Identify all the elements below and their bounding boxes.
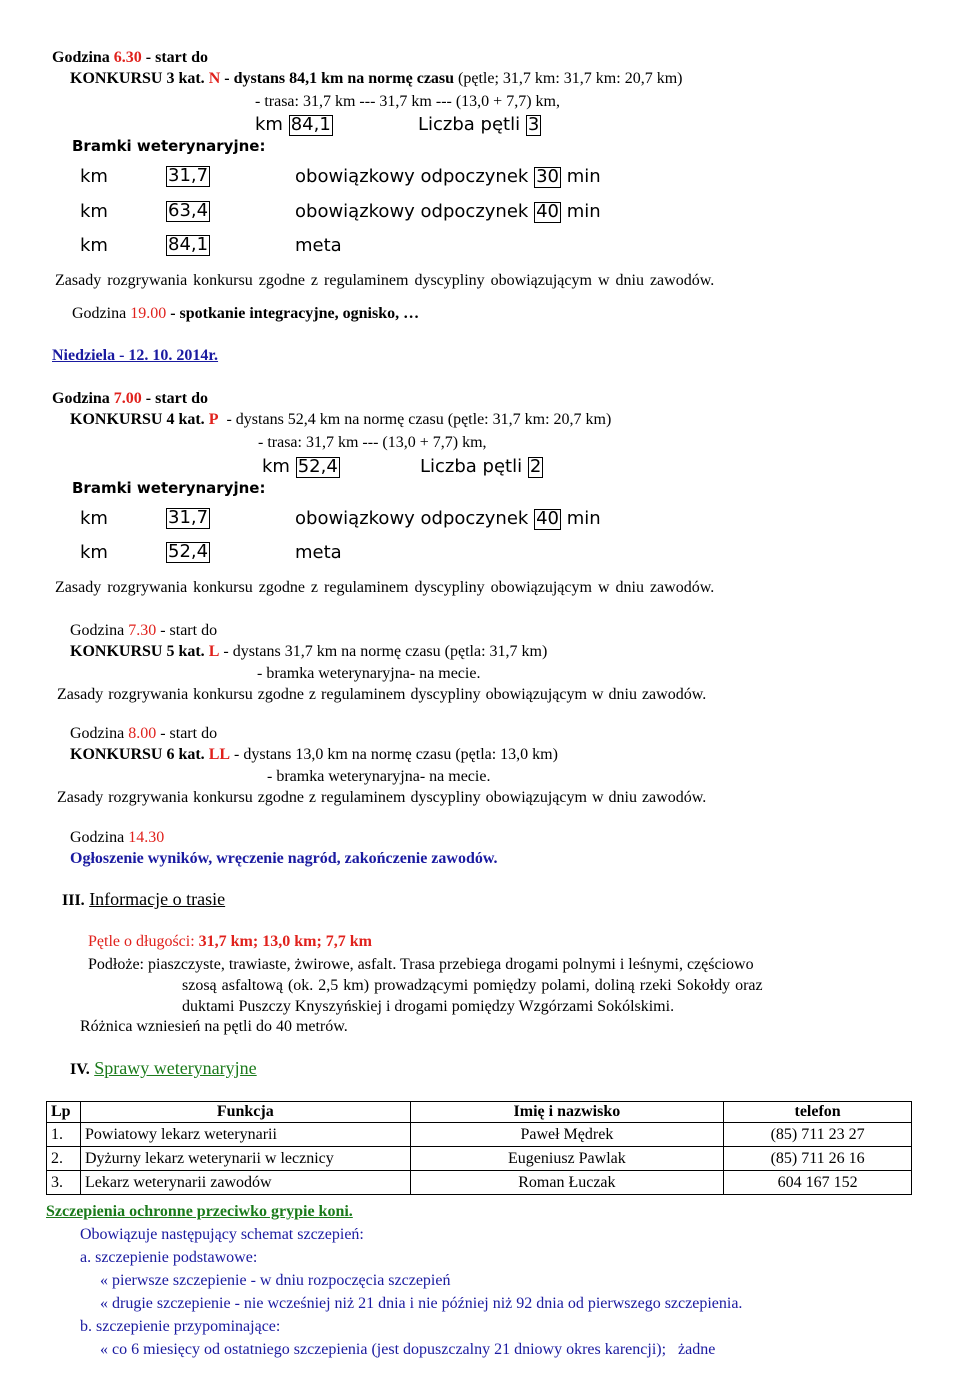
k4-time-line: Godzina 7.00 - start do bbox=[52, 390, 209, 407]
k6-konkurs-line: KONKURSU 6 kat. LL - dystans 13,0 km na normę czasu (pętla: 13,0 km) bbox=[70, 746, 558, 763]
k3-loop-count: Liczba pętli 3 bbox=[418, 114, 540, 135]
vaccination-a2: « drugie szczepienie - nie wcześniej niż 21 dnia i nie później niż 92 dnia od pierwszego szczepienia. bbox=[100, 1295, 743, 1312]
k5-zasady: Zasady rozgrywania konkursu zgodne z regulaminem dyscypliny obowiązującym w dniu zawodów. bbox=[57, 686, 707, 703]
k6-time-line: Godzina 8.00 - start do bbox=[70, 725, 218, 742]
vaccination-heading: Szczepienia ochronne przeciwko grypie koni. bbox=[46, 1203, 353, 1220]
sec3-roznica: Różnica wzniesień na pętli do 40 metrów. bbox=[80, 1018, 348, 1035]
k3-bramki-heading: Bramki weterynaryjne: bbox=[72, 137, 266, 155]
vaccination-intro: Obowiązuje następujący schemat szczepień: bbox=[80, 1226, 364, 1243]
k4-loop-count: Liczba pętli 2 bbox=[420, 456, 542, 477]
k4-trasa-line: - trasa: 31,7 km --- (13,0 + 7,7) km, bbox=[258, 434, 487, 451]
k3-trasa-line: - trasa: 31,7 km --- 31,7 km --- (13,0 + 7,7) km, bbox=[255, 93, 560, 110]
k4-zasady: Zasady rozgrywania konkursu zgodne z regulaminem dyscypliny obowiązującym w dniu zawodów. bbox=[55, 579, 715, 596]
vaccination-b1: « co 6 miesięcy od ostatniego szczepienia (jest dopuszczalny 21 dniowy okres karencji); żadne bbox=[100, 1341, 716, 1358]
k3-km-total: km 84,1 bbox=[255, 114, 331, 135]
k6-zasady: Zasady rozgrywania konkursu zgodne z regulaminem dyscypliny obowiązującym w dniu zawodów. bbox=[57, 789, 707, 806]
table-row: 1. Powiatowy lekarz weterynarii Paweł Mędrek (85) 711 23 27 bbox=[47, 1123, 912, 1147]
table-header-row: Lp Funkcja Imię i nazwisko telefon bbox=[47, 1102, 912, 1123]
vaccination-b: b. szczepienie przypominające: bbox=[80, 1318, 281, 1335]
k5-konkurs-line: KONKURSU 5 kat. L - dystans 31,7 km na normę czasu (pętla: 31,7 km) bbox=[70, 643, 548, 660]
k3-konkurs-line: KONKURSU 3 kat. N - dystans 84,1 km na normę czasu (pętle; 31,7 km: 31,7 km: 20,7 km) bbox=[70, 70, 683, 87]
k4-km-total: km 52,4 bbox=[262, 456, 338, 477]
final-announcement: Ogłoszenie wyników, wręczenie nagród, zakończenie zawodów. bbox=[70, 850, 498, 867]
table-row: 2. Dyżurny lekarz weterynarii w lecznicy Eugeniusz Pawlak (85) 711 26 16 bbox=[47, 1147, 912, 1171]
k5-time-line: Godzina 7.30 - start do bbox=[70, 622, 218, 639]
vet-contacts-table bbox=[46, 1101, 912, 1195]
vaccination-a1: « pierwsze szczepienie - w dniu rozpoczęcia szczepień bbox=[100, 1272, 451, 1289]
k3-category: N bbox=[208, 70, 221, 87]
k3-loop-count-box: 3 bbox=[527, 114, 540, 135]
sec3-podloze-3: duktami Puszczy Knyszyńskiej i drogami pomiędzy Wzgórzami Sokólskimi. bbox=[182, 998, 675, 1015]
k4-category: P bbox=[208, 411, 219, 428]
k4-konkurs-line: KONKURSU 4 kat. P - dystans 52,4 km na normę czasu (pętle: 31,7 km: 20,7 km) bbox=[70, 411, 612, 428]
evening-line: Godzina 19.00 - spotkanie integracyjne, ognisko, … bbox=[72, 305, 420, 322]
k3-zasady: Zasady rozgrywania konkursu zgodne z regulaminem dyscypliny obowiązującym w dniu zawodów. bbox=[55, 272, 715, 289]
sec4-heading: IV. Sprawy weterynaryjne bbox=[70, 1058, 257, 1078]
sec3-podloze-1: Podłoże: piaszczyste, trawiaste, żwirowe, asfalt. Trasa przebiega drogami polnymi i leśnymi, częściowo bbox=[88, 956, 754, 973]
k5-bramka: - bramka weterynaryjna- na mecie. bbox=[257, 665, 481, 682]
k3-km-total-box: 84,1 bbox=[290, 114, 331, 135]
k3-time: 6.30 bbox=[113, 49, 142, 66]
sunday-heading: Niedziela - 12. 10. 2014r. bbox=[52, 347, 219, 364]
sec3-podloze-2: szosą asfaltową (ok. 2,5 km) prowadzącymi pomiędzy polami, doliną rzeki Sokołdy oraz bbox=[182, 977, 763, 994]
final-time-line: Godzina 14.30 bbox=[70, 829, 165, 846]
k3-time-line: Godzina 6.30 - start do bbox=[52, 49, 209, 66]
sec3-heading: III. Informacje o trasie bbox=[62, 889, 226, 909]
table-row: 3. Lekarz weterynarii zawodów Roman Łuczak 604 167 152 bbox=[47, 1171, 912, 1195]
sec3-loops: Pętle o długości: 31,7 km; 13,0 km; 7,7 km bbox=[88, 933, 372, 950]
k4-bramki-heading: Bramki weterynaryjne: bbox=[72, 479, 266, 497]
k6-bramka: - bramka weterynaryjna- na mecie. bbox=[267, 768, 491, 785]
vaccination-a: a. szczepienie podstawowe: bbox=[80, 1249, 258, 1266]
